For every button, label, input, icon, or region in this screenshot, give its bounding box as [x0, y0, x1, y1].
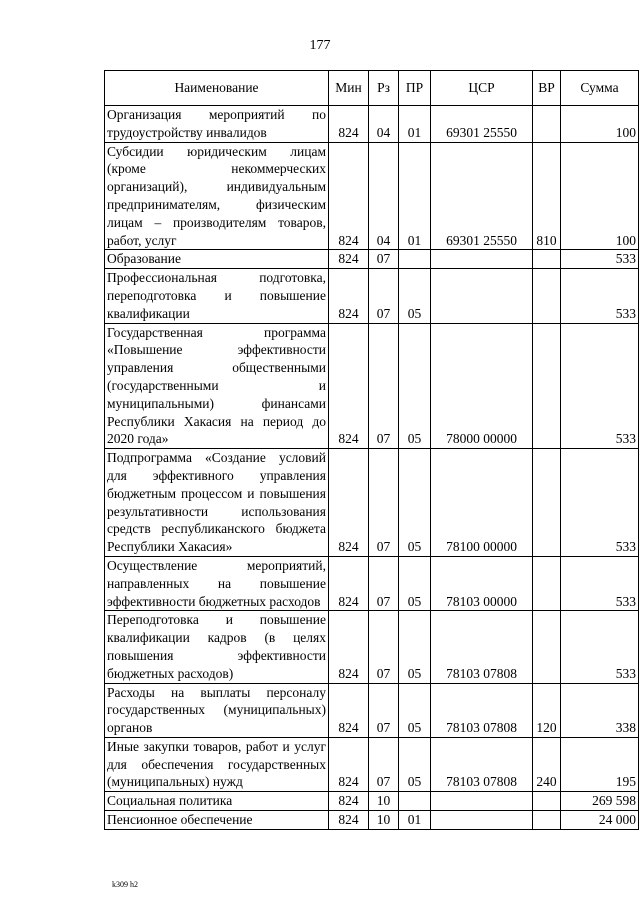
row-name: Профессиональная подготовка, переподготовка и повышение квалификации	[105, 269, 329, 323]
row-name: Осуществление мероприятий, направленных на повышение эффективности бюджетных расходов	[105, 556, 329, 610]
table-row	[105, 449, 639, 557]
table-row	[105, 142, 639, 250]
row-min: 824	[329, 250, 369, 269]
row-rz: 07	[369, 323, 399, 449]
table-row	[105, 683, 639, 737]
row-min: 824	[329, 683, 369, 737]
row-vr	[533, 792, 561, 811]
row-rz: 04	[369, 106, 399, 143]
row-rz: 07	[369, 611, 399, 683]
row-sum: 338	[561, 683, 639, 737]
row-name: Переподготовка и повышение квалификации кадров (в целях повышения эффективности бюджетных расходов)	[105, 611, 329, 683]
row-csr: 78103 00000	[431, 556, 533, 610]
header-name: Наименование	[105, 71, 329, 106]
row-csr: 78100 00000	[431, 449, 533, 557]
row-csr: 78000 00000	[431, 323, 533, 449]
row-pr: 05	[399, 683, 431, 737]
row-vr	[533, 269, 561, 323]
row-name: Пенсионное обеспечение	[105, 811, 329, 830]
row-name: Организация мероприятий по трудоустройству инвалидов	[105, 106, 329, 143]
row-vr: 810	[533, 142, 561, 250]
row-pr: 05	[399, 737, 431, 791]
row-sum: 533	[561, 269, 639, 323]
table-row	[105, 556, 639, 610]
row-sum: 195	[561, 737, 639, 791]
row-csr: 78103 07808	[431, 683, 533, 737]
row-name: Государственная программа «Повышение эффективности управления общественными (государственными и муниципальными) финансами Республики Хакасия на период до 2020 года»	[105, 323, 329, 449]
table-row	[105, 250, 639, 269]
row-sum: 100	[561, 142, 639, 250]
row-rz: 10	[369, 811, 399, 830]
row-sum: 533	[561, 611, 639, 683]
row-name: Расходы на выплаты персоналу государственных (муниципальных) органов	[105, 683, 329, 737]
row-rz: 04	[369, 142, 399, 250]
row-min: 824	[329, 106, 369, 143]
page-number: 177	[309, 38, 331, 53]
row-min: 824	[329, 556, 369, 610]
table-row	[105, 611, 639, 683]
row-name: Социальная политика	[105, 792, 329, 811]
table-row	[105, 792, 639, 811]
row-min: 824	[329, 269, 369, 323]
row-pr	[399, 792, 431, 811]
row-pr: 01	[399, 142, 431, 250]
row-vr	[533, 811, 561, 830]
row-rz: 07	[369, 556, 399, 610]
row-min: 824	[329, 737, 369, 791]
row-pr: 01	[399, 106, 431, 143]
row-sum: 533	[561, 556, 639, 610]
row-sum: 533	[561, 250, 639, 269]
row-csr	[431, 811, 533, 830]
row-vr	[533, 323, 561, 449]
row-pr: 05	[399, 449, 431, 557]
table-row	[105, 269, 639, 323]
row-vr	[533, 106, 561, 143]
header-pr: ПР	[399, 71, 431, 106]
header-row	[105, 71, 639, 106]
row-rz: 07	[369, 250, 399, 269]
header-csr: ЦСР	[431, 71, 533, 106]
row-pr: 05	[399, 611, 431, 683]
row-rz: 07	[369, 683, 399, 737]
budget-table	[104, 70, 639, 830]
row-rz: 07	[369, 449, 399, 557]
row-csr	[431, 269, 533, 323]
row-vr: 240	[533, 737, 561, 791]
row-csr: 69301 25550	[431, 106, 533, 143]
row-name: Образование	[105, 250, 329, 269]
row-pr: 01	[399, 811, 431, 830]
row-min: 824	[329, 142, 369, 250]
header-rz: Рз	[369, 71, 399, 106]
row-csr: 69301 25550	[431, 142, 533, 250]
header-vr: ВР	[533, 71, 561, 106]
table-row	[105, 106, 639, 143]
row-vr	[533, 556, 561, 610]
row-pr: 05	[399, 323, 431, 449]
row-min: 824	[329, 811, 369, 830]
row-csr	[431, 792, 533, 811]
row-min: 824	[329, 323, 369, 449]
row-pr: 05	[399, 269, 431, 323]
row-csr: 78103 07808	[431, 737, 533, 791]
header-sum: Сумма	[561, 71, 639, 106]
row-sum: 100	[561, 106, 639, 143]
row-rz: 07	[369, 269, 399, 323]
row-csr: 78103 07808	[431, 611, 533, 683]
row-vr	[533, 449, 561, 557]
row-sum: 24 000	[561, 811, 639, 830]
row-pr	[399, 250, 431, 269]
row-min: 824	[329, 611, 369, 683]
row-name: Субсидии юридическим лицам (кроме некоммерческих организаций), индивидуальным предпринимателям, физическим лицам – производителям товаров, работ, услуг	[105, 142, 329, 250]
row-sum: 533	[561, 449, 639, 557]
row-vr: 120	[533, 683, 561, 737]
row-sum: 533	[561, 323, 639, 449]
table-row	[105, 811, 639, 830]
row-name: Подпрограмма «Создание условий для эффективного управления бюджетным процессом и повышения результативности использования средств республиканского бюджета Республики Хакасия»	[105, 449, 329, 557]
row-sum: 269 598	[561, 792, 639, 811]
footer-code: k309 h2	[112, 880, 138, 889]
row-csr	[431, 250, 533, 269]
row-rz: 10	[369, 792, 399, 811]
row-vr	[533, 250, 561, 269]
row-name: Иные закупки товаров, работ и услуг для обеспечения государственных (муниципальных) нужд	[105, 737, 329, 791]
row-min: 824	[329, 792, 369, 811]
row-rz: 07	[369, 737, 399, 791]
row-pr: 05	[399, 556, 431, 610]
table-row	[105, 737, 639, 791]
row-vr	[533, 611, 561, 683]
header-min: Мин	[329, 71, 369, 106]
row-min: 824	[329, 449, 369, 557]
table-row	[105, 323, 639, 449]
